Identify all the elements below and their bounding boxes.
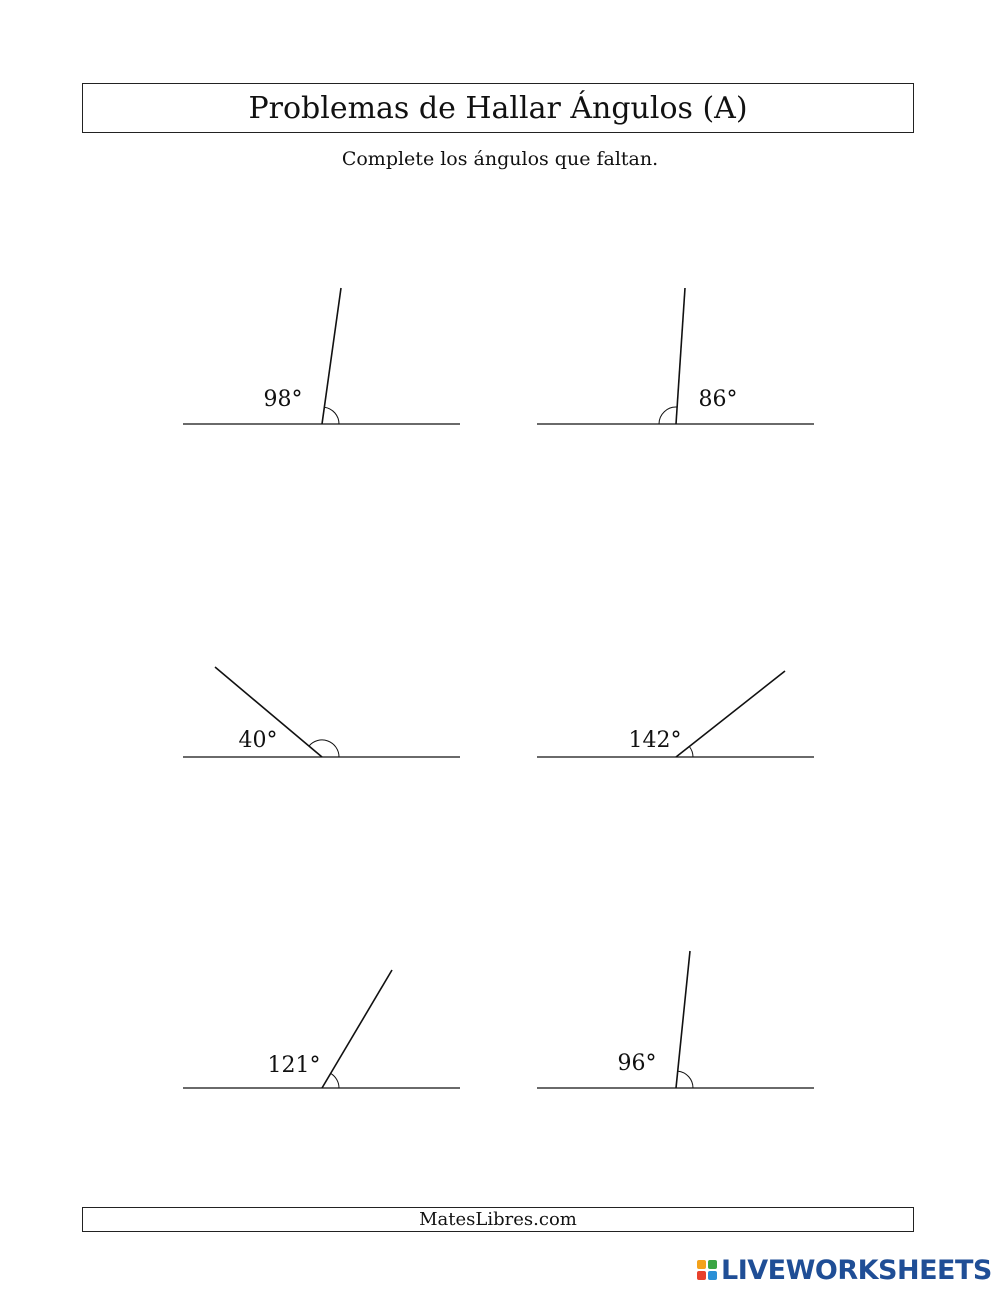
liveworksheets-branding[interactable]: [697, 1255, 992, 1285]
footer-site: MatesLibres.com: [82, 1207, 914, 1232]
angle-arc: [678, 1071, 693, 1088]
ray: [322, 288, 341, 424]
worksheet-instructions: Complete los ángulos que faltan.: [341, 148, 659, 170]
angle-problem-2: [537, 288, 814, 424]
angle-problem-6: [537, 951, 814, 1088]
angle-arc: [689, 747, 693, 758]
angle-arc: [659, 407, 677, 424]
liveworksheets-logo-icon: [697, 1260, 717, 1280]
angle-label: 98°: [263, 387, 303, 412]
worksheet-title: Problemas de Hallar Ángulos (A): [82, 83, 914, 133]
angle-label: 96°: [617, 1051, 657, 1076]
angle-arc: [309, 740, 339, 757]
ray: [676, 951, 690, 1088]
angle-arc: [324, 407, 339, 424]
brand-wordmark: LIVEWORKSHEETS: [721, 1254, 992, 1286]
ray: [676, 288, 685, 424]
angle-problem-3: [183, 667, 460, 757]
angle-label: 40°: [238, 728, 278, 753]
angle-arc: [331, 1073, 339, 1088]
angle-problem-1: [183, 288, 460, 424]
angle-problem-4: [537, 671, 814, 757]
angle-label: 86°: [698, 387, 738, 412]
angle-label: 142°: [628, 728, 682, 753]
ray: [676, 671, 785, 757]
angle-problem-5: [183, 970, 460, 1088]
ray: [322, 970, 392, 1088]
angle-label: 121°: [267, 1053, 321, 1078]
